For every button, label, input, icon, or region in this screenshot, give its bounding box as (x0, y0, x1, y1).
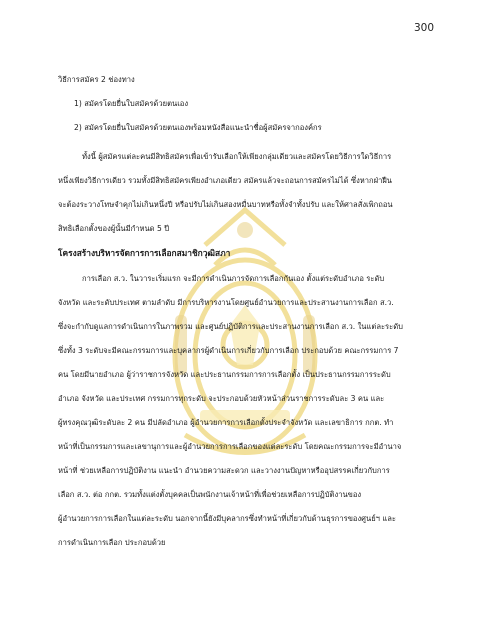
paragraph-line: ผู้อำนวยการการเลือกในแต่ละระดับ นอกจากนี้ยังมีบุคลากรซึ่งทำหน้าที่เกี่ยวกับด้านธุรการของศูนย์ฯ และ (58, 514, 396, 523)
paragraph-line: สิทธิเลือกตั้งของผู้นั้นมีกำหนด 5 ปี (58, 224, 170, 233)
royal-emblem-watermark-icon (145, 205, 345, 475)
paragraph-line: ผู้ทรงคุณวุฒิระดับละ 2 คน มีปลัดอำเภอ ผู้อำนวยการการเลือกตั้งประจำจังหวัด และเลขาธิการ กกต. ทำ (58, 418, 394, 427)
paragraph-line: หน้าที่เป็นกรรมการและเลขานุการและผู้อำนวยการการเลือกของแต่ละระดับ โดยคณะกรรมการจะมีอำนาจ (58, 442, 402, 451)
paragraph-line: ซึ่งทั้ง 3 ระดับจะมีคณะกรรมการและบุคลากรผู้ดำเนินการเกี่ยวกับการเลือก ประกอบด้วย คณะกรรมการ 7 (58, 346, 399, 355)
section-heading: โครงสร้างบริหารจัดการการเลือกสมาชิกวุฒิสภา (58, 248, 231, 258)
paragraph-line: ทั้งนี้ ผู้สมัครแต่ละคนมีสิทธิสมัครเพื่อเข้ารับเลือกให้เพียงกลุ่มเดียวและสมัครโดยวิธีการใดวิธีการ (82, 152, 392, 161)
list-item: 1) สมัครโดยยื่นใบสมัครด้วยตนเอง (74, 99, 189, 108)
list-intro: วิธีการสมัคร 2 ช่องทาง (58, 75, 135, 84)
paragraph-line: หนึ่งเพียงวิธีการเดียว รวมทั้งมีสิทธิสมัครเพียงอำเภอเดียว สมัครแล้วจะถอนการสมัครไม่ได้ ซึ่งหากฝ่าฝืน (58, 176, 392, 185)
paragraph-line: อำเภอ จังหวัด และประเทศ กรรมการทุกระดับ จะประกอบด้วยหัวหน้าส่วนราชการระดับละ 3 คน และ (58, 394, 385, 403)
paragraph-line: จังหวัด และระดับประเทศ ตามลำดับ มีการบริหารงานโดยศูนย์อำนวยการและประสานงานการเลือก ส.ว. (58, 298, 394, 307)
page-number: 300 (413, 22, 434, 34)
paragraph-line: จะต้องระวางโทษจำคุกไม่เกินหนึ่งปี หรือปรับไม่เกินสองหมื่นบาทหรือทั้งจำทั้งปรับ และให้ศาลสั่งเพิกถอน (58, 200, 393, 209)
paragraph-line: การดำเนินการเลือก ประกอบด้วย (58, 538, 166, 547)
paragraph-line: การเลือก ส.ว. ในวาระเริ่มแรก จะมีการดำเนินการจัดการเลือกกันเอง ตั้งแต่ระดับอำเภอ ระดับ (82, 274, 385, 283)
paragraph-line: เลือก ส.ว. ต่อ กกต. รวมทั้งแต่งตั้งบุคคลเป็นพนักงานเจ้าหน้าที่เพื่อช่วยเหลือการปฏิบัติงานของ (58, 490, 362, 499)
paragraph-line: ซึ่งจะกำกับดูแลการดำเนินการในภาพรวม และศูนย์ปฏิบัติการและประสานงานการเลือก ส.ว. ในแต่ละระดับ (58, 322, 403, 331)
paragraph-line: คน โดยมีนายอำเภอ ผู้ว่าราชการจังหวัด และประธานกรรมการการเลือกตั้ง เป็นประธานกรรมการระดับ (58, 370, 391, 379)
list-item: 2) สมัครโดยยื่นใบสมัครด้วยตนเองพร้อมหนังสือแนะนำชื่อผู้สมัครจากองค์กร (74, 123, 322, 132)
paragraph-line: หน้าที่ ช่วยเหลือการปฏิบัติงาน แนะนำ อำนวยความสะดวก และวางงานปัญหาหรืออุปสรรคเกี่ยวกับการ (58, 466, 390, 475)
